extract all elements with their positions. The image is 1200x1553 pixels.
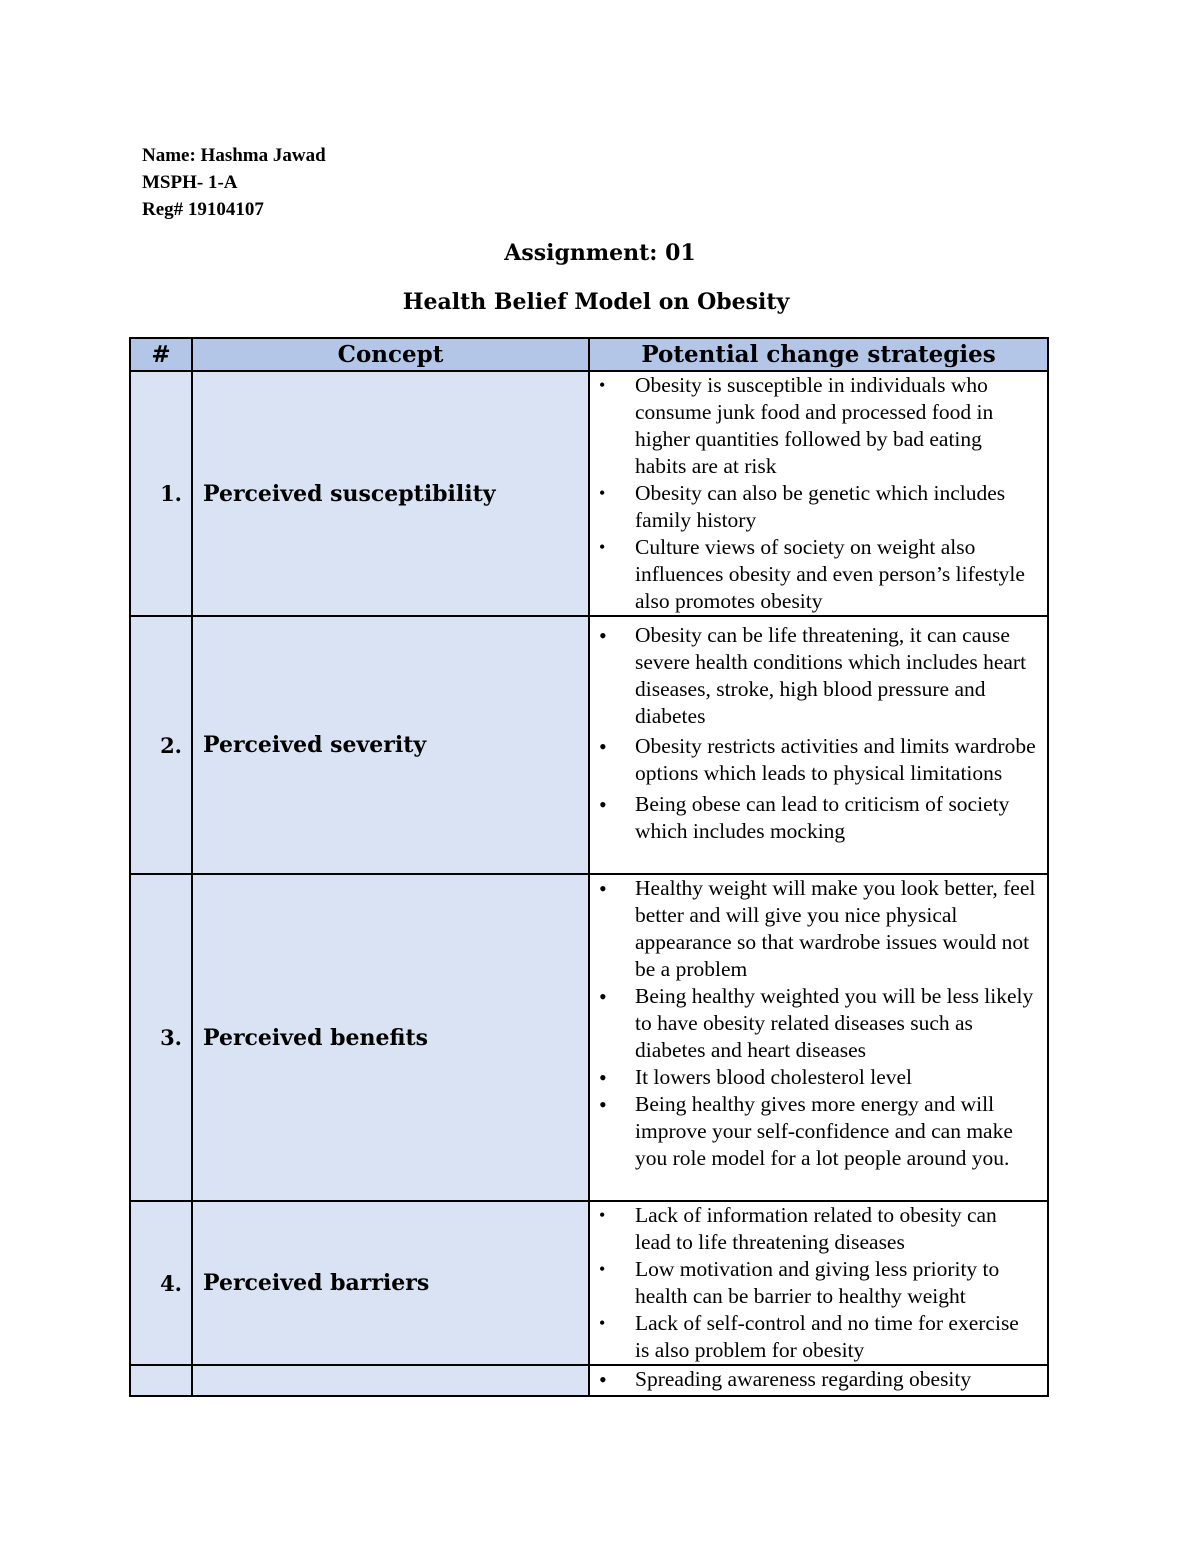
row-strategies (589, 371, 1048, 616)
bullet-icon: • (599, 483, 606, 503)
row-number: 2. (130, 616, 192, 874)
row-strategies (589, 1365, 1048, 1396)
bullet-icon: • (599, 1367, 607, 1392)
row-number: 4. (130, 1201, 192, 1365)
list-item: • Spreading awareness regarding obesity (599, 1367, 972, 1392)
list-item: • Being obese can lead to criticism of society which includes mocking (599, 792, 1010, 843)
strategy-list (590, 622, 1037, 845)
row-number (130, 1365, 192, 1396)
row-concept (192, 1365, 589, 1396)
student-program: MSPH- 1-A (142, 172, 238, 193)
list-item: • Obesity is susceptible in individuals who consume junk food and processed food in higher quantities followed by bad eating habits are at risk (599, 373, 994, 478)
bullet-icon: • (599, 734, 607, 759)
bullet-icon: • (599, 1259, 606, 1279)
row-concept: Perceived susceptibility (192, 371, 589, 616)
table-row (130, 371, 1048, 616)
table-row (130, 874, 1048, 1201)
list-item: • Being healthy weighted you will be less likely to have obesity related diseases such as diabetes and heart diseases (599, 984, 1034, 1062)
list-item: • It lowers blood cholesterol level (599, 1065, 913, 1090)
bullet-icon: • (599, 623, 607, 648)
strategy-list (590, 875, 1037, 1172)
bullet-icon: • (599, 1313, 606, 1333)
bullet-icon: • (599, 1205, 606, 1225)
header-strategies: Potential change strategies (589, 338, 1048, 371)
student-name: Name: Hashma Jawad (142, 145, 326, 166)
row-concept: Perceived barriers (192, 1201, 589, 1365)
document-title: Health Belief Model on Obesity (402, 289, 790, 315)
student-reg: Reg# 19104107 (142, 199, 264, 220)
row-concept: Perceived severity (192, 616, 589, 874)
strategy-list (590, 1202, 1037, 1364)
row-number: 1. (130, 371, 192, 616)
row-concept: Perceived benefits (192, 874, 589, 1201)
table-row (130, 616, 1048, 874)
list-item: • Being healthy gives more energy and will improve your self-confidence and can make you role model for a lot people around you. (599, 1092, 1013, 1170)
bullet-icon: • (599, 1092, 607, 1117)
list-item: • Low motivation and giving less priority to health can be barrier to healthy weight (599, 1257, 1000, 1308)
table-row (130, 1201, 1048, 1365)
bullet-icon: • (599, 876, 607, 901)
assignment-title: Assignment: 01 (504, 240, 696, 266)
hbm-table (129, 337, 1049, 1397)
header-number: # (130, 338, 192, 371)
table-row (130, 1365, 1048, 1396)
student-info (142, 142, 326, 223)
strategy-list (590, 372, 1037, 615)
list-item: • Obesity restricts activities and limits wardrobe options which leads to physical limitations (599, 734, 1036, 785)
bullet-icon: • (599, 1065, 607, 1090)
table-header-row (130, 338, 1048, 371)
row-number: 3. (130, 874, 192, 1201)
row-strategies (589, 616, 1048, 874)
list-item: • Obesity can also be genetic which includes family history (599, 481, 1006, 532)
row-strategies (589, 874, 1048, 1201)
bullet-icon: • (599, 792, 607, 817)
header-concept: Concept (192, 338, 589, 371)
row-strategies (589, 1201, 1048, 1365)
strategy-list (590, 1366, 1037, 1393)
bullet-icon: • (599, 537, 606, 557)
list-item: • Obesity can be life threatening, it can cause severe health conditions which includes heart diseases, stroke, high blood pressure and diabetes (599, 623, 1027, 728)
list-item: • Lack of self-control and no time for exercise is also problem for obesity (599, 1311, 1019, 1362)
bullet-icon: • (599, 984, 607, 1009)
list-item: • Lack of information related to obesity can lead to life threatening diseases (599, 1203, 997, 1254)
list-item: • Culture views of society on weight also influences obesity and even person’s lifestyle also promotes obesity (599, 535, 1025, 613)
list-item: • Healthy weight will make you look better, feel better and will give you nice physical appearance so that wardrobe issues would not be a problem (599, 876, 1036, 981)
bullet-icon: • (599, 375, 606, 395)
